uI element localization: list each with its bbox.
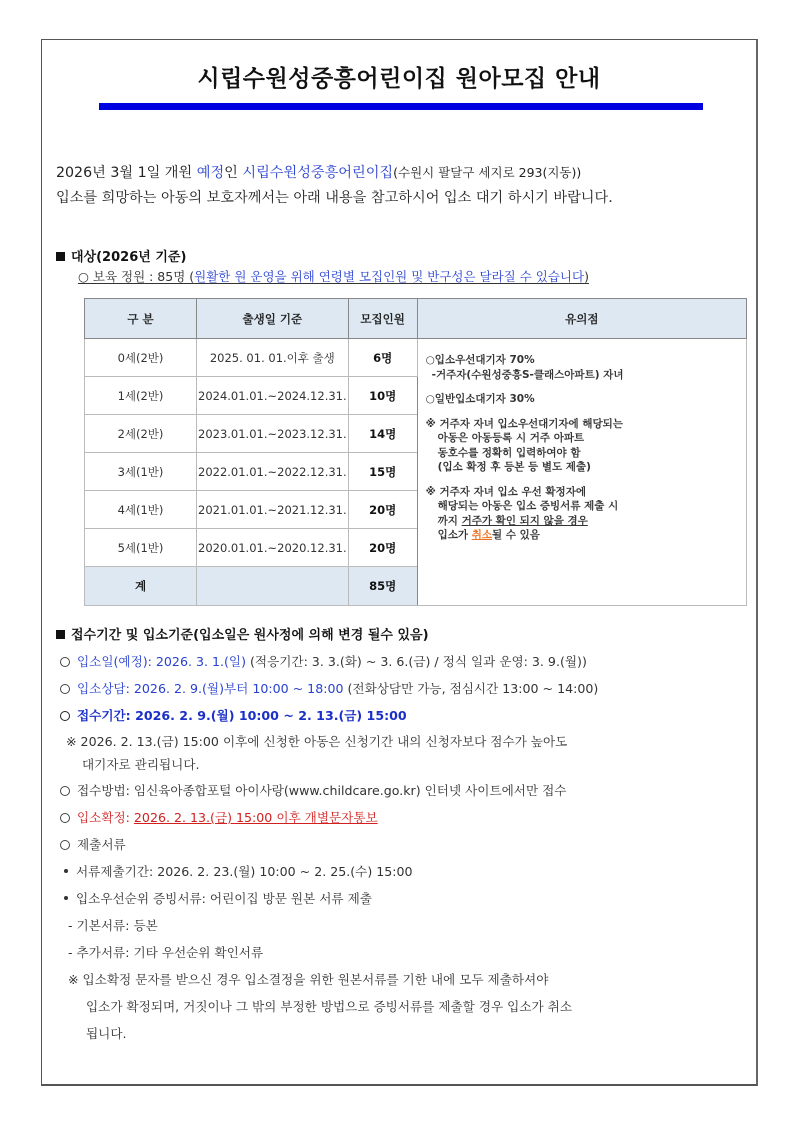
section-heading-reception [56, 624, 429, 643]
cell-count: 6명 [348, 339, 417, 377]
final-note-line2: 입소가 확정되며, 거짓이나 그 밖의 부정한 방법으로 증빙서류를 제출할 경우 입소가 취소 [86, 999, 572, 1014]
cell-birth: 2021.01.01.~2021.12.31. [197, 491, 349, 529]
note1-line2: 아동은 아동등록 시 거주 아파트 [437, 432, 585, 444]
item-document-priority [64, 888, 372, 907]
final-note-line1: ※ 입소확정 문자를 받으신 경우 입소결정을 위한 원본서류를 기한 내에 모두 제출하셔야 [68, 972, 549, 987]
admission-date-detail: (적응기간: 3. 3.(화) ~ 3. 6.(금) / 정식 일과 운영: 3. 9.(월)) [245, 654, 587, 669]
header-class: 구 분 [85, 299, 197, 339]
dot-bullet-icon [64, 896, 68, 900]
section-heading-target [56, 246, 186, 265]
notes-cell [417, 339, 746, 606]
admission-date-label: 입소일(예정): 2026. 3. 1.(일) [77, 654, 246, 669]
item-confirmation [60, 807, 378, 826]
capacity-line [78, 267, 589, 285]
note2-line2: 해당되는 아동은 입소 증빙서류 제출 시 [437, 500, 619, 512]
cancel-highlight: 취소 [471, 529, 493, 541]
note-resident-cancel [426, 485, 738, 543]
final-note-line3: 됩니다. [86, 1026, 127, 1041]
note-priority-sub: -거주자(수원성중흥S-클래스아파트) 자녀 [431, 368, 624, 381]
cell-class: 5세(1반) [85, 529, 197, 567]
item-extra-documents: - 추가서류: 기타 우선순위 확인서류 [68, 945, 264, 960]
reception-period-text: 접수기간: 2026. 2. 9.(월) 10:00 ~ 2. 13.(금) 15:00 [77, 708, 407, 723]
document-period-text: 서류제출기간: 2026. 2. 23.(월) 10:00 ~ 2. 25.(수) 15:00 [76, 864, 413, 879]
recruitment-table [84, 298, 747, 606]
dot-bullet-icon [64, 869, 68, 873]
document-priority-text: 입소우선순위 증빙서류: 어린이집 방문 원본 서류 제출 [76, 891, 372, 906]
note-general: ○일반입소대기자 30% [425, 393, 535, 405]
cell-birth: 2024.01.01.~2024.12.31. [197, 377, 349, 415]
item-reception-period [60, 705, 407, 724]
note2-line3-b: 거주가 확인 되지 않을 경우 [461, 514, 588, 527]
cell-birth: 2025. 01. 01.이후 출생 [197, 339, 349, 377]
intro-line-1 [56, 160, 756, 186]
documents-label: 제출서류 [77, 837, 126, 852]
cell-class: 0세(2반) [85, 339, 197, 377]
section-heading-text: 대상(2026년 기준) [71, 250, 187, 265]
header-notes: 유의점 [417, 299, 746, 339]
intro-text: 2026년 3월 1일 개원 [56, 165, 197, 181]
cell-class: 3세(1반) [85, 453, 197, 491]
notice-page [41, 39, 758, 1086]
consult-label: 입소상담: 2026. 2. 9.(월)부터 10:00 ~ 18:00 [77, 681, 344, 696]
note-resident-register [426, 417, 738, 475]
cell-count: 20명 [348, 491, 417, 529]
cell-total-count: 85명 [348, 567, 417, 606]
cell-birth: 2023.01.01.~2023.12.31. [197, 415, 349, 453]
title-underline-bar [99, 103, 703, 110]
cell-total-label: 계 [85, 567, 197, 606]
note-priority [426, 353, 738, 382]
circle-bullet-icon [60, 786, 70, 796]
intro-address: (수원시 팔달구 세지로 293(지동)) [393, 165, 582, 180]
intro-highlight-planned: 예정 [196, 165, 225, 181]
cell-total-birth [197, 567, 349, 606]
intro-paragraph [56, 160, 756, 211]
page-title: 시립수원성중흥어린이집 원아모집 안내 [197, 66, 601, 92]
note2-line4-a: 입소가 [437, 529, 472, 541]
cell-birth: 2022.01.01.~2022.12.31. [197, 453, 349, 491]
cell-class: 1세(2반) [85, 377, 197, 415]
late-application-note-line1: ※ 2026. 2. 13.(금) 15:00 이후에 신청한 아동은 신청기간 내의 신청자보다 점수가 높아도 [66, 734, 568, 749]
confirm-detail: 2026. 2. 13.(금) 15:00 이후 개별문자통보 [133, 810, 378, 825]
circle-bullet-icon [60, 813, 70, 823]
cell-count: 15명 [348, 453, 417, 491]
item-basic-documents: - 기본서류: 등본 [68, 918, 158, 933]
cell-class: 4세(1반) [85, 491, 197, 529]
circle-bullet-icon [60, 711, 70, 721]
cell-count: 10명 [348, 377, 417, 415]
cell-class: 2세(2반) [85, 415, 197, 453]
cell-count: 20명 [348, 529, 417, 567]
square-bullet-icon [56, 252, 65, 261]
note2-line4 [426, 528, 738, 543]
item-admission-date [60, 651, 587, 670]
note2-line1: ※ 거주자 자녀 입소 우선 확정자에 [425, 485, 586, 498]
square-bullet-icon [56, 630, 65, 639]
header-count: 모집인원 [348, 299, 417, 339]
item-document-period [64, 861, 413, 880]
table-header-row [85, 299, 747, 339]
note1-line1: ※ 거주자 자녀 입소우선대기자에 해당되는 [425, 417, 623, 430]
table-row [85, 339, 747, 377]
note-priority-text: ○입소우선대기자 70% [425, 354, 535, 366]
note2-line3 [426, 514, 738, 529]
consult-detail: (전화상담만 가능, 점심시간 13:00 ~ 14:00) [343, 681, 599, 696]
note2-line3-a: 까지 [437, 514, 462, 527]
section-heading-text: 접수기간 및 입소기준(입소일은 원사정에 의해 변경 될수 있음) [71, 628, 429, 643]
item-consultation [60, 678, 598, 697]
note1-line4: (입소 확정 후 등본 등 별도 제출) [437, 461, 591, 473]
confirm-label: 입소확정: [77, 810, 134, 825]
circle-bullet-icon [60, 840, 70, 850]
intro-highlight-name: 시립수원성중흥어린이집 [242, 165, 394, 181]
capacity-close: ) [584, 269, 589, 284]
circle-bullet-icon [60, 657, 70, 667]
capacity-label: ○ 보육 정원 : 85명 ( [78, 269, 195, 284]
item-method [60, 780, 566, 799]
item-documents [60, 834, 126, 853]
cell-birth: 2020.01.01.~2020.12.31. [197, 529, 349, 567]
cell-count: 14명 [348, 415, 417, 453]
note1-line3: 동호수를 정확히 입력하여야 함 [437, 446, 581, 459]
header-birth: 출생일 기준 [197, 299, 349, 339]
circle-bullet-icon [60, 684, 70, 694]
note2-line4-c: 될 수 있음 [492, 529, 540, 541]
late-application-note-line2: 대기자로 관리됩니다. [82, 757, 200, 772]
intro-text: 인 [224, 165, 243, 181]
intro-line-2: 입소를 희망하는 아동의 보호자께서는 아래 내용을 참고하시어 입소 대기 하시기 바랍니다. [56, 190, 613, 206]
capacity-note: 원활한 원 운영을 위해 연령별 모집인원 및 반구성은 달라질 수 있습니다 [194, 269, 585, 284]
method-text: 접수방법: 임신육아종합포털 아이사랑(www.childcare.go.kr) 인터넷 사이트에서만 접수 [77, 783, 567, 798]
